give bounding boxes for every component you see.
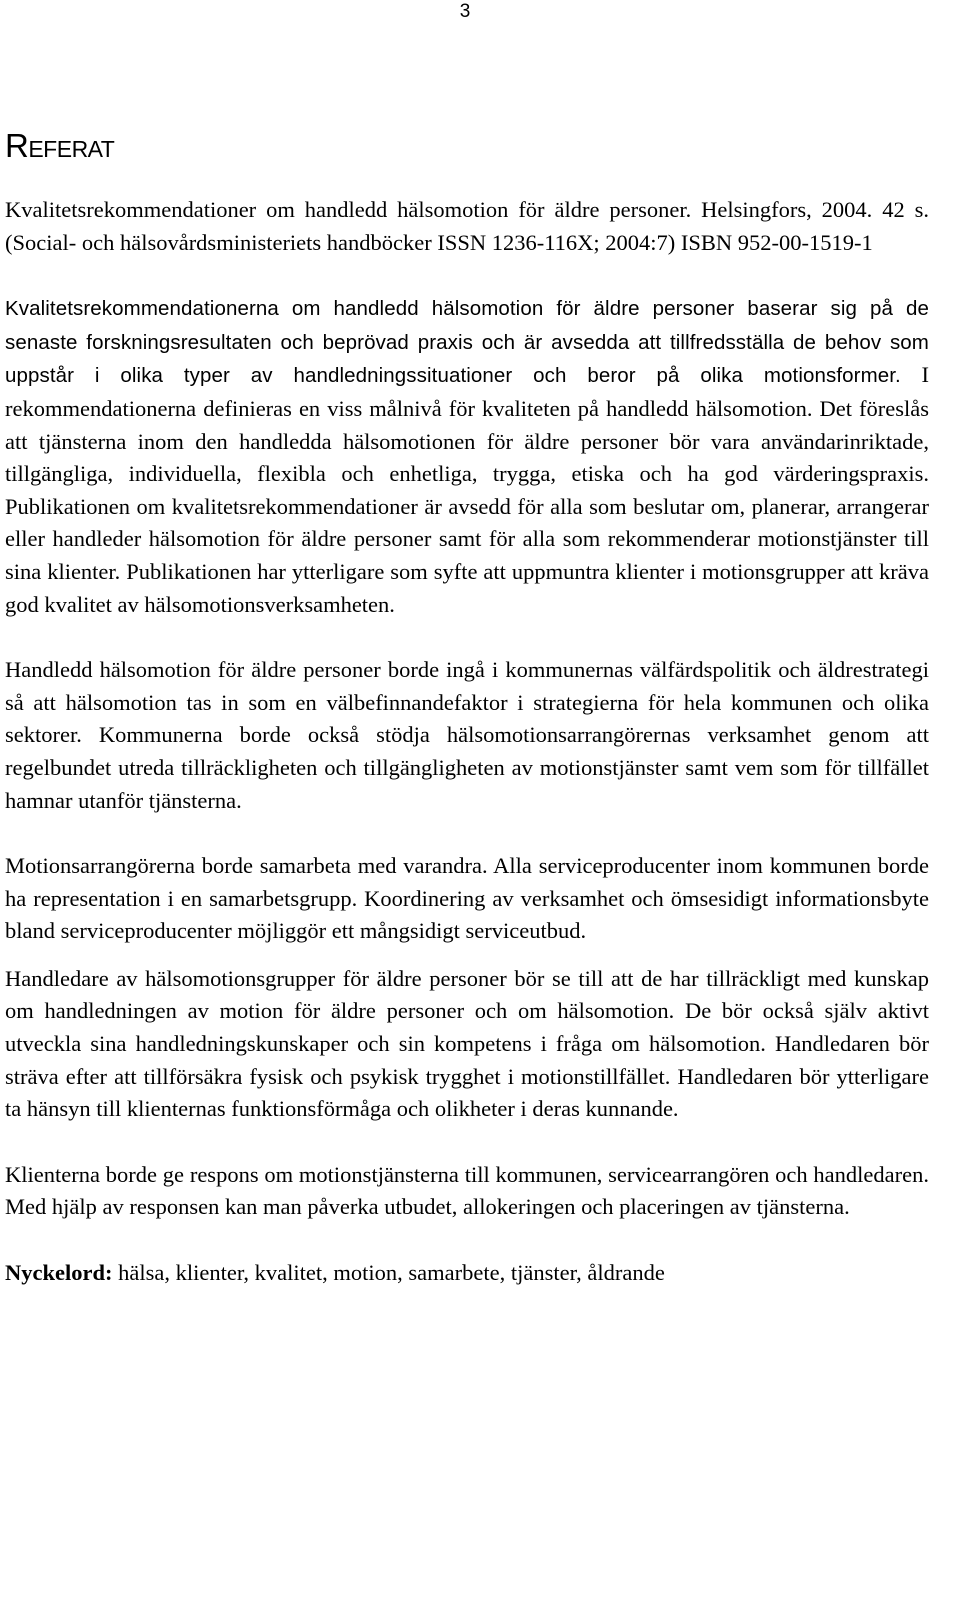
keywords-label: Nyckelord: (5, 1260, 113, 1286)
summary-serif-segment: I rekommendationerna definieras en viss målnivå för kvaliteten på handledd hälsomotion. Det föreslås att tjänsterna inom den handledda hälsomotionen för äldre personer bör vara användarinriktade, tillgängliga, individuella, flexibla och enhetliga, trygga, etiska och ha god värderingspraxis. Publikationen om kvalitetsrekommendationer är avsedd för alla som beslutar om, planerar, arrangerar eller handleder hälsomotion för äldre personer samt för alla som rekommenderar motionstjänster till sina klienter. Publikationen har ytterligare som syfte att uppmuntra klienter i motionsgrupper att kräva god kvalitet av hälsomotionsverksamheten. (5, 362, 929, 617)
client-feedback-paragraph: Klienterna borde ge respons om motionstjänsterna till kommunen, servicearrangören och handledaren. Med hjälp av responsen kan man påverka utbudet, allokeringen och placeringen av tjänsterna. (5, 1161, 929, 1220)
bibliographic-reference: Kvalitetsrekommendationer om handledd hälsomotion för äldre personer. Helsingfors, 2004. 42 s. (Social- och hälsovårdsministeriets handböcker ISSN 1236-116X; 2004:7) ISBN 952-00-1519-1 (5, 197, 929, 255)
summary-paragraph (5, 292, 929, 621)
keywords-text: hälsa, klienter, kvalitet, motion, samarbete, tjänster, åldrande (112, 1260, 665, 1286)
keywords-line (5, 1257, 929, 1290)
page-title: Referat (5, 127, 115, 164)
page-number: 3 (459, 1, 471, 22)
instructors-paragraph: Handledare av hälsomotionsgrupper för äldre personer bör se till att de har tillräckligt med kunskap om handledningen av motion för äldre personer och om hälsomotion. De bör också själv aktivt utveckla sina handledningskunskaper och sin kompetens i fråga om hälsomotion. Handledaren bör sträva efter att tillförsäkra fysisk och psykisk trygghet i motionstillfället. Handledaren bör ytterligare ta hänsyn till klienternas funktionsförmåga och olikheter i deras kunnande. (5, 965, 929, 1122)
municipal-policy-paragraph: Handledd hälsomotion för äldre personer borde ingå i kommunernas välfärdspolitik och äldrestrategi så att hälsomotion tas in som en välbefinnandefaktor i strategierna för hela kommunen och olika sektorer. Kommunerna borde också stödja hälsomotionsarrangörernas verksamhet genom att regelbundet utreda tillräckligheten och tillgängligheten av motionstjänster samt vem som för tillfället hamnar utanför tjänsterna. (5, 657, 929, 813)
cooperation-paragraph: Motionsarrangörerna borde samarbeta med varandra. Alla serviceproducenter inom kommunen borde ha representation i en samarbetsgrupp. Koordinering av verksamhet och ömsesidigt informationsbyte bland serviceproducenter möjliggör ett mångsidigt serviceutbud. (5, 853, 929, 944)
document-body (5, 194, 929, 1290)
summary-sans-segment: Kvalitetsrekommendationerna om handledd hälsomotion för äldre personer baserar sig på de senaste forskningsresultaten och beprövad praxis och är avsedda att tillfredsställa de behov som uppstår i olika typer av handledningssituationer och beror på olika motionsformer. (5, 297, 929, 388)
